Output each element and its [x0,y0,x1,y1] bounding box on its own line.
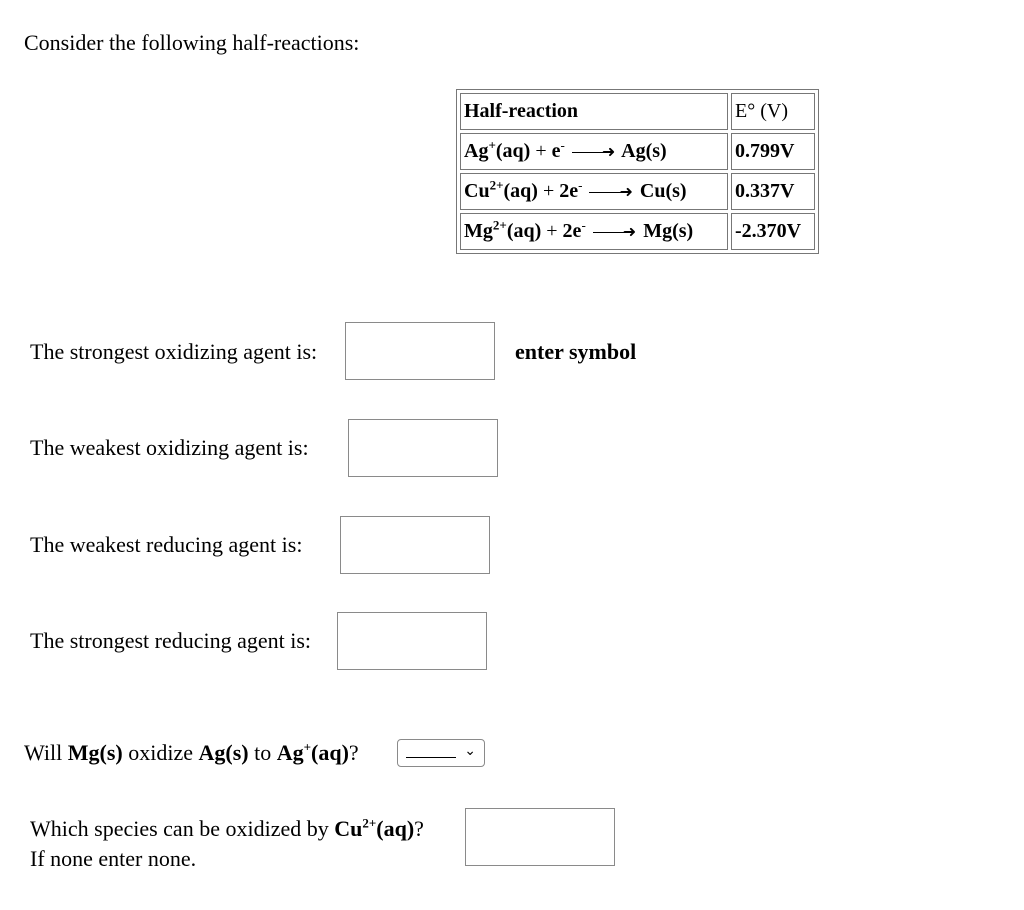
weakest-reducing-label: The weakest reducing agent is: [30,532,303,557]
will-oxidize-select[interactable] [397,739,485,767]
which-question: Which species can be oxidized by $Cu^{2+}(aq)$? If none enter none. [30,815,424,871]
which-question-line2: If none enter none. [30,846,197,871]
reaction-cell: $Cu^{2+}(aq) + 2e^-$ ➜ Cu(s) [460,173,728,210]
reaction-arrow-icon: ➜ [593,220,636,243]
table-header-row [460,93,815,130]
chevron-down-icon: ⌄ [464,743,476,759]
reaction-arrow-icon: ➜ [589,180,632,203]
table-row [460,213,815,250]
potential-cell: -2.370V [731,213,815,250]
weakest-oxidizing-input[interactable] [348,419,498,477]
reaction-arrow-icon: ➜ [572,140,615,163]
strongest-reducing-label: The strongest reducing agent is: [30,628,312,653]
half-reaction-table [456,89,819,254]
strongest-oxidizing-label: The strongest oxidizing agent is: [30,339,318,364]
strongest-reducing-input[interactable] [337,612,487,670]
reaction-cell: $Mg^{2+}(aq) + 2e^-$ ➜ Mg(s) [460,213,728,250]
header-potential: E° (V) [731,93,815,130]
strongest-oxidizing-input[interactable] [345,322,495,380]
weakest-reducing-input[interactable] [340,516,490,574]
table-row [460,133,815,170]
header-half-reaction: Half-reaction [460,93,728,130]
enter-symbol-hint: enter symbol [515,339,637,364]
potential-cell: 0.799V [731,133,815,170]
potential-cell: 0.337V [731,173,815,210]
weakest-oxidizing-label: The weakest oxidizing agent is: [30,435,309,460]
intro-text: Consider the following half-reactions: [24,30,360,55]
reaction-cell: Ag+(aq) + e- ➜ Ag(s) [460,133,728,170]
which-species-input[interactable] [465,808,615,866]
table-row [460,173,815,210]
select-blank [406,757,456,758]
will-question: Will Mg(s) oxidize Ag(s) to Ag+(aq)? [24,739,359,765]
